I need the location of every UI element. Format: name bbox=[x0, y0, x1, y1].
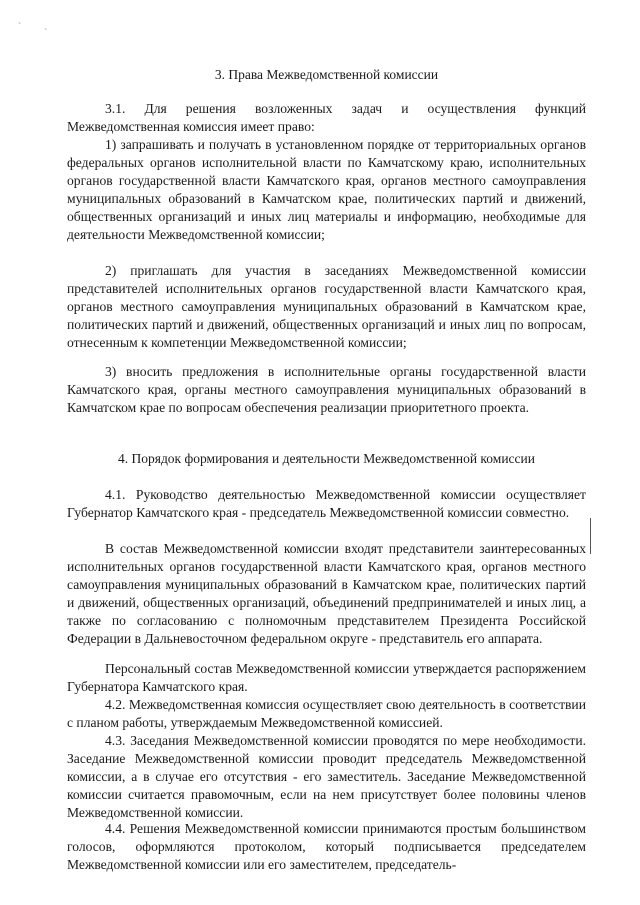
scan-speck: ` bbox=[44, 28, 48, 39]
paragraph-4-3: 4.3. Заседания Межведомственной комиссии проводятся по мере необходимости. Заседание Межведомственной комиссии проводит председатель Межведомственной комиссии, а в случае его отсутствия - его заместитель. Заседание Межведомственной комиссии считается правомочным, если на нем присутствует более половины членов Межведомственной комиссии. bbox=[67, 733, 586, 820]
paragraph-3-1-item-1: 1) запрашивать и получать в установленном порядке от территориальных органов федеральных органов исполнительной власти по Камчатскому краю, исполнительных органов государственной власти Камчатского края, органов местного самоуправления муниципальных образований в Камчатском крае, политических партий и движений, общественных организаций и иных лиц материалы и информацию, необходимые для деятельности Межведомственной комиссии; bbox=[67, 137, 586, 242]
paragraph-3-1: 3.1. Для решения возложенных задач и осуществления функций Межведомственная комиссия имеет право: bbox=[67, 101, 586, 134]
section-4-heading: 4. Порядок формирования и деятельности Межведомственной комиссии bbox=[117, 451, 535, 466]
paragraph-4-2: 4.2. Межведомственная комиссия осуществляет свою деятельность в соответствии с планом работы, утверждаемым Межведомственной комиссией. bbox=[67, 697, 586, 730]
section-3-heading: 3. Права Межведомственной комиссии bbox=[214, 67, 439, 82]
scan-edge-mark bbox=[590, 518, 591, 554]
document-page bbox=[67, 0, 586, 905]
paragraph-4-1-personnel: Персональный состав Межведомственной комиссии утверждается распоряжением Губернатора Камчатского края. bbox=[67, 661, 586, 694]
paragraph-3-1-item-2: 2) приглашать для участия в заседаниях Межведомственной комиссии представителей исполнительных органов государственной власти Камчатского края, органов местного самоуправления муниципальных образований в Камчатском крае, политических партий и движений, общественных организаций и иных лиц по вопросам, отнесенным к компетенции Межведомственной комиссии; bbox=[67, 263, 586, 350]
paragraph-4-1-composition: В состав Межведомственной комиссии входят представители заинтересованных исполнительных органов государственной власти Камчатского края, органов местного самоуправления муниципальных образований в Камчатском крае, политических партий и движений, общественных организаций, объединений предпринимателей и иных лиц, а также по согласованию с полномочным представителем Президента Российской Федерации в Дальневосточном федеральном округе - представитель его аппарата. bbox=[67, 541, 586, 646]
paragraph-4-1: 4.1. Руководство деятельностью Межведомственной комиссии осуществляет Губернатор Камчатского края - председатель Межведомственной комиссии совместно. bbox=[67, 487, 586, 520]
paragraph-4-4: 4.4. Решения Межведомственной комиссии принимаются простым большинством голосов, оформляются протоколом, который подписывается председателем Межведомственной комиссии или его заместителем, председатель- bbox=[67, 821, 586, 872]
paragraph-3-1-item-3: 3) вносить предложения в исполнительные органы государственной власти Камчатского края, органы местного самоуправления муниципальных образований в Камчатском крае по вопросам обеспечения реализации приоритетного проекта. bbox=[67, 364, 586, 415]
scan-speck: ` bbox=[18, 22, 22, 33]
